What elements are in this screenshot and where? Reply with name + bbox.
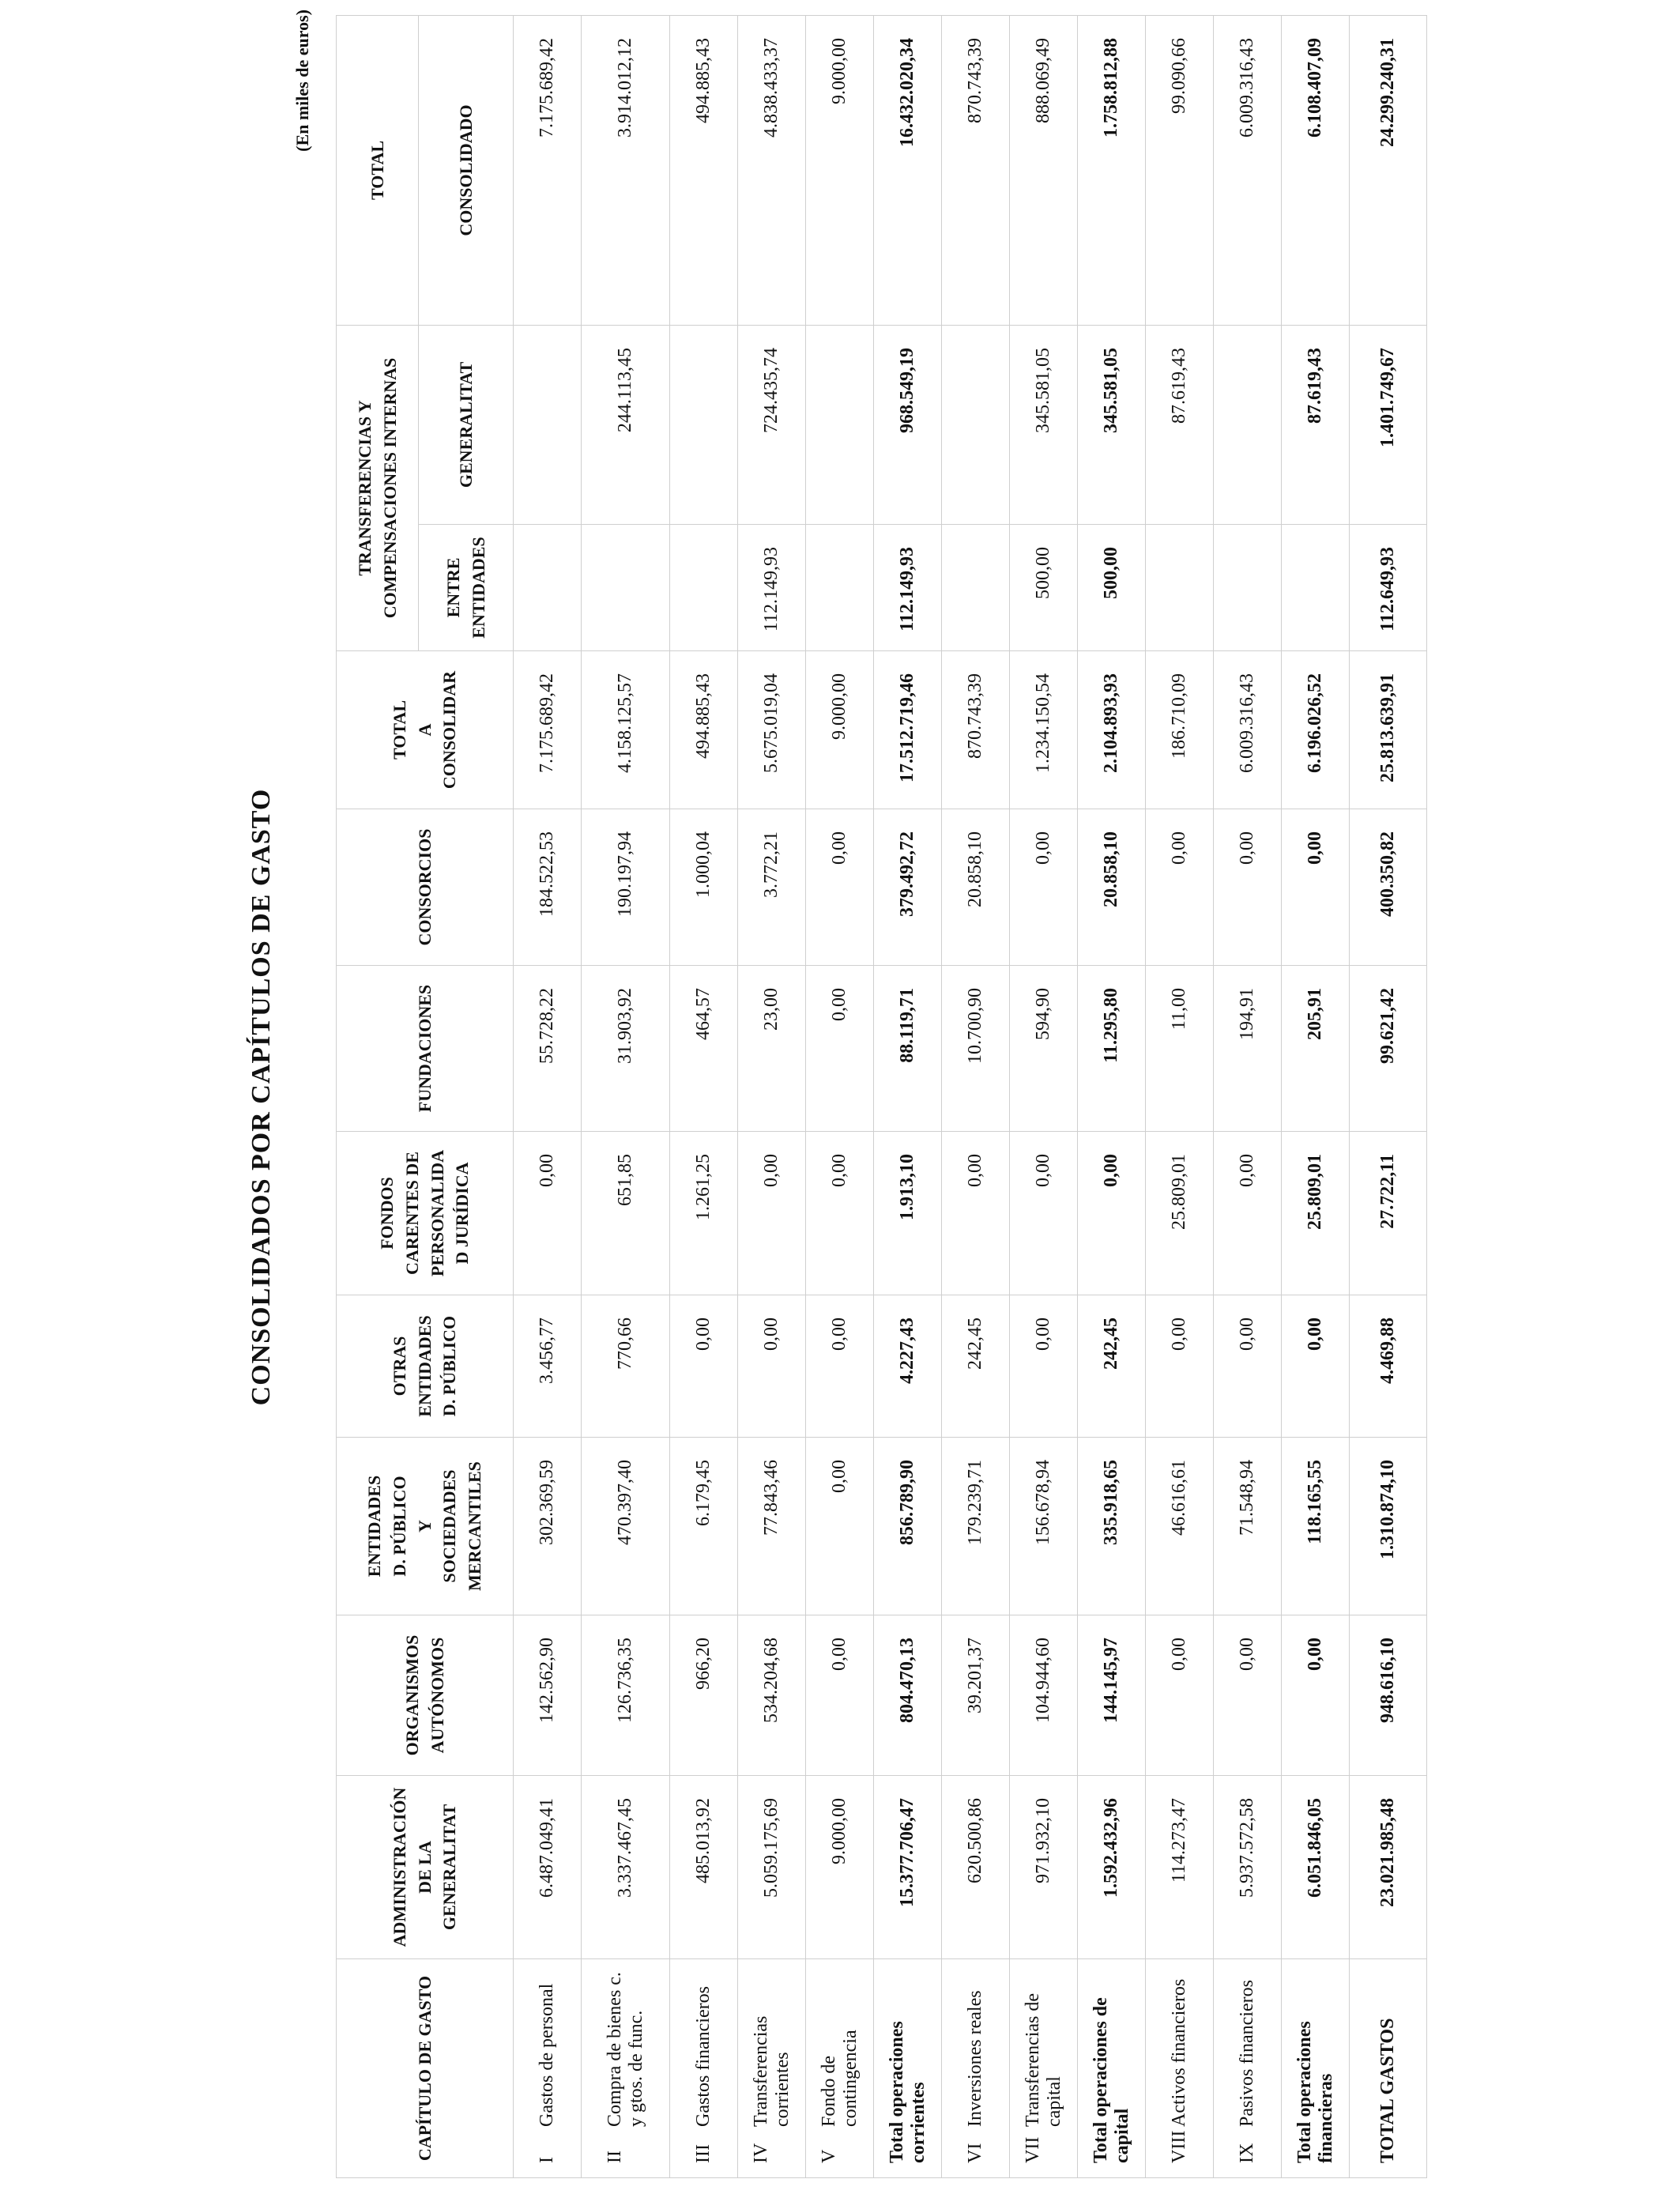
- cell-value: 6.009.316,43: [1214, 651, 1282, 809]
- cell-value: 2.104.893,93: [1078, 651, 1146, 809]
- cell-value: 870.743,39: [942, 15, 1010, 325]
- cell-value: 966,20: [670, 1615, 738, 1776]
- row-label: [1146, 1959, 1214, 2178]
- row-label-text: Inversiones reales: [965, 1990, 985, 2127]
- table-row: [582, 15, 670, 2177]
- cell-value: 3.456,77: [514, 1295, 582, 1438]
- row-label-text: Transferencias corrientes: [750, 2015, 793, 2127]
- cell-value: [1214, 325, 1282, 524]
- cell-value: 888.069,49: [1010, 15, 1078, 325]
- cell-value: 126.736,35: [582, 1615, 670, 1776]
- cell-value: 494.885,43: [670, 15, 738, 325]
- cell-value: 9.000,00: [806, 651, 874, 809]
- cell-value: 112.149,93: [874, 525, 942, 651]
- cell-value: 470.397,40: [582, 1438, 670, 1615]
- table-row: [1146, 15, 1214, 2177]
- cell-value: [514, 325, 582, 524]
- cell-value: 0,00: [1214, 1615, 1282, 1776]
- grand-total-value: 23.021.985,48: [1350, 1776, 1427, 1959]
- cell-value: 0,00: [806, 1438, 874, 1615]
- cell-value: 724.435,74: [738, 325, 806, 524]
- row-label-text: Transferencias de capital: [1022, 1992, 1064, 2127]
- cell-value: 55.728,22: [514, 966, 582, 1132]
- cell-value: 494.885,43: [670, 651, 738, 809]
- cell-value: 345.581,05: [1078, 325, 1146, 524]
- table-row: [514, 15, 582, 2177]
- cell-value: 4.158.125,57: [582, 651, 670, 809]
- cell-value: 142.562,90: [514, 1615, 582, 1776]
- cell-value: 114.273,47: [1146, 1776, 1214, 1959]
- cell-value: [670, 525, 738, 651]
- unit-note: (En miles de euros): [292, 9, 312, 152]
- table-row: [942, 15, 1010, 2177]
- header-consorcios: CONSORCIOS: [337, 809, 514, 966]
- cell-value: 4.838.433,37: [738, 15, 806, 325]
- cell-value: [514, 525, 582, 651]
- cell-value: 88.119,71: [874, 966, 942, 1132]
- table-total-row: [1078, 15, 1146, 2177]
- cell-value: 1.913,10: [874, 1132, 942, 1295]
- table-body: [514, 15, 1427, 2177]
- table-row: [806, 15, 874, 2177]
- cell-value: 25.809,01: [1282, 1132, 1350, 1295]
- row-label-text: Total operaciones financieras: [1294, 2021, 1336, 2163]
- cell-value: [1214, 525, 1282, 651]
- header-fondos: FONDOS CARENTES DE PERSONALIDA D JURÍDICA: [337, 1132, 514, 1295]
- row-label-text: Pasivos financieros: [1237, 1980, 1257, 2127]
- cell-value: 186.710,09: [1146, 651, 1214, 809]
- grand-total-row: [1350, 15, 1427, 2177]
- cell-value: 1.758.812,88: [1078, 15, 1146, 325]
- cell-value: 11,00: [1146, 966, 1214, 1132]
- cell-value: 1.261,25: [670, 1132, 738, 1295]
- table-row: [1010, 15, 1078, 2177]
- cell-value: 5.059.175,69: [738, 1776, 806, 1959]
- cell-value: 10.700,90: [942, 966, 1010, 1132]
- cell-value: 0,00: [670, 1295, 738, 1438]
- cell-value: 23,00: [738, 966, 806, 1132]
- row-number: II: [604, 2151, 625, 2163]
- cell-value: 20.858,10: [1078, 809, 1146, 966]
- cell-value: 87.619,43: [1146, 325, 1214, 524]
- cell-value: 77.843,46: [738, 1438, 806, 1615]
- cell-value: 205,91: [1282, 966, 1350, 1132]
- cell-value: 242,45: [942, 1295, 1010, 1438]
- grand-total-value: 27.722,11: [1350, 1132, 1427, 1295]
- cell-value: 87.619,43: [1282, 325, 1350, 524]
- header-otras: OTRAS ENTIDADES D. PÚBLICO: [337, 1295, 514, 1438]
- cell-value: [806, 525, 874, 651]
- row-number: VI: [965, 2143, 985, 2163]
- cell-value: 104.944,60: [1010, 1615, 1078, 1776]
- cell-value: 0,00: [1214, 809, 1282, 966]
- table-total-row: [874, 15, 942, 2177]
- row-number: VIII: [1169, 2130, 1189, 2163]
- cell-value: 0,00: [1146, 809, 1214, 966]
- row-label: [1214, 1959, 1282, 2178]
- cell-value: 1.234.150,54: [1010, 651, 1078, 809]
- row-label-text: Activos financieros: [1169, 1978, 1189, 2127]
- header-total: TOTAL: [337, 15, 419, 325]
- cell-value: 0,00: [806, 966, 874, 1132]
- row-label: [514, 1959, 582, 2178]
- cell-value: 0,00: [514, 1132, 582, 1295]
- cell-value: 0,00: [1282, 1615, 1350, 1776]
- cell-value: 0,00: [738, 1132, 806, 1295]
- cell-value: 15.377.706,47: [874, 1776, 942, 1959]
- cell-value: 244.113,45: [582, 325, 670, 524]
- cell-value: 242,45: [1078, 1295, 1146, 1438]
- cell-value: [1146, 525, 1214, 651]
- row-label: [942, 1959, 1010, 2178]
- cell-value: 302.369,59: [514, 1438, 582, 1615]
- grand-total-value: 948.616,10: [1350, 1615, 1427, 1776]
- cell-value: 6.487.049,41: [514, 1776, 582, 1959]
- cell-value: 770,66: [582, 1295, 670, 1438]
- cell-value: 0,00: [1010, 1132, 1078, 1295]
- cell-value: 6.196.026,52: [1282, 651, 1350, 809]
- header-transferencias: TRANSFERENCIAS Y COMPENSACIONES INTERNAS: [337, 325, 419, 650]
- cell-value: 0,00: [1010, 1295, 1078, 1438]
- cell-value: 1.592.432,96: [1078, 1776, 1146, 1959]
- cell-value: 16.432.020,34: [874, 15, 942, 325]
- header-total-a-consolidar: TOTAL A CONSOLIDAR: [337, 651, 514, 809]
- cell-value: 500,00: [1078, 525, 1146, 651]
- cell-value: 156.678,94: [1010, 1438, 1078, 1615]
- cell-value: 31.903,92: [582, 966, 670, 1132]
- header-capitulo: CAPÍTULO DE GASTO: [337, 1959, 514, 2178]
- cell-value: 500,00: [1010, 525, 1078, 651]
- cell-value: 651,85: [582, 1132, 670, 1295]
- table-row: [670, 15, 738, 2177]
- cell-value: 7.175.689,42: [514, 651, 582, 809]
- row-label: [738, 1959, 806, 2178]
- cell-value: 20.858,10: [942, 809, 1010, 966]
- cell-value: 0,00: [806, 1615, 874, 1776]
- cell-value: 1.000,04: [670, 809, 738, 966]
- cell-value: 144.145,97: [1078, 1615, 1146, 1776]
- cell-value: 968.549,19: [874, 325, 942, 524]
- cell-value: 534.204,68: [738, 1615, 806, 1776]
- table-total-row: [1282, 15, 1350, 2177]
- cell-value: 464,57: [670, 966, 738, 1132]
- page-title: CONSOLIDADOS POR CAPÍTULOS DE GASTO: [247, 788, 276, 1406]
- cell-value: 345.581,05: [1010, 325, 1078, 524]
- row-label-text: Compra de bienes c. y gtos. de func.: [604, 1972, 646, 2127]
- cell-value: 5.675.019,04: [738, 651, 806, 809]
- cell-value: 7.175.689,42: [514, 15, 582, 325]
- row-label-text: Gastos de personal: [537, 1983, 557, 2127]
- cell-value: 379.492,72: [874, 809, 942, 966]
- cell-value: 11.295,80: [1078, 966, 1146, 1132]
- cell-value: 112.149,93: [738, 525, 806, 651]
- cell-value: 3.914.012,12: [582, 15, 670, 325]
- cell-value: [942, 325, 1010, 524]
- cell-value: 0,00: [1214, 1295, 1282, 1438]
- cell-value: 25.809,01: [1146, 1132, 1214, 1295]
- cell-value: 39.201,37: [942, 1615, 1010, 1776]
- cell-value: 3.337.467,45: [582, 1776, 670, 1959]
- row-label: [1282, 1959, 1350, 2178]
- header-entidades: ENTIDADES D. PÚBLICO Y SOCIEDADES MERCANTILES: [337, 1438, 514, 1615]
- row-label-text: Total operaciones corrientes: [886, 2021, 929, 2163]
- cell-value: 6.051.846,05: [1282, 1776, 1350, 1959]
- cell-value: [670, 325, 738, 524]
- cell-value: 971.932,10: [1010, 1776, 1078, 1959]
- grand-total-value: 1.310.874,10: [1350, 1438, 1427, 1615]
- row-label: [1078, 1959, 1146, 2178]
- row-label-text: Gastos financieros: [693, 1986, 714, 2127]
- cell-value: 4.227,43: [874, 1295, 942, 1438]
- cell-value: 179.239,71: [942, 1438, 1010, 1615]
- grand-total-label: TOTAL GASTOS: [1350, 1959, 1427, 2178]
- row-number: VII: [1022, 2136, 1043, 2163]
- cell-value: 194,91: [1214, 966, 1282, 1132]
- cell-value: 0,00: [806, 1132, 874, 1295]
- cell-value: 118.165,55: [1282, 1438, 1350, 1615]
- header-consolidado: CONSOLIDADO: [419, 15, 514, 325]
- row-number: I: [537, 2157, 557, 2163]
- row-label: [670, 1959, 738, 2178]
- grand-total-value: 400.350,82: [1350, 809, 1427, 966]
- cell-value: 0,00: [806, 809, 874, 966]
- cell-value: 0,00: [806, 1295, 874, 1438]
- grand-total-value: 112.649,93: [1350, 525, 1427, 651]
- cell-value: [942, 525, 1010, 651]
- row-label: [874, 1959, 942, 2178]
- cell-value: 0,00: [1078, 1132, 1146, 1295]
- cell-value: 0,00: [1146, 1295, 1214, 1438]
- cell-value: 3.772,21: [738, 809, 806, 966]
- header-generalitat: GENERALITAT: [419, 325, 514, 524]
- grand-total-value: 4.469,88: [1350, 1295, 1427, 1438]
- row-label-text: Fondo de contingencia: [818, 2030, 861, 2127]
- cell-value: [1282, 525, 1350, 651]
- grand-total-value: 1.401.749,67: [1350, 325, 1427, 524]
- cell-value: 0,00: [1146, 1615, 1214, 1776]
- cell-value: 856.789,90: [874, 1438, 942, 1615]
- cell-value: 0,00: [1010, 809, 1078, 966]
- table-row: [1214, 15, 1282, 2177]
- grand-total-value: 24.299.240,31: [1350, 15, 1427, 325]
- cell-value: 6.009.316,43: [1214, 15, 1282, 325]
- cell-value: 184.522,53: [514, 809, 582, 966]
- cell-value: [806, 325, 874, 524]
- cell-value: 9.000,00: [806, 1776, 874, 1959]
- cell-value: 0,00: [1214, 1132, 1282, 1295]
- cell-value: 335.918,65: [1078, 1438, 1146, 1615]
- cell-value: 6.108.407,09: [1282, 15, 1350, 325]
- cell-value: 9.000,00: [806, 15, 874, 325]
- table-row: [738, 15, 806, 2177]
- header-entre-entidades: ENTRE ENTIDADES: [419, 525, 514, 651]
- cell-value: 99.090,66: [1146, 15, 1214, 325]
- cell-value: 17.512.719,46: [874, 651, 942, 809]
- header-admin: ADMINISTRACIÓN DE LA GENERALITAT: [337, 1776, 514, 1959]
- cell-value: 190.197,94: [582, 809, 670, 966]
- cell-value: 46.616,61: [1146, 1438, 1214, 1615]
- grand-total-value: 25.813.639,91: [1350, 651, 1427, 809]
- row-label-text: Total operaciones de capital: [1090, 1997, 1132, 2163]
- row-number: IV: [750, 2143, 771, 2163]
- row-number: IX: [1237, 2143, 1257, 2163]
- header-organismos: ORGANISMOS AUTÓNOMOS: [337, 1615, 514, 1776]
- header-fundaciones: FUNDACIONES: [337, 966, 514, 1132]
- row-label: [1010, 1959, 1078, 2178]
- expense-table: [336, 15, 1427, 2178]
- cell-value: 0,00: [942, 1132, 1010, 1295]
- grand-total-value: 99.621,42: [1350, 966, 1427, 1132]
- row-label: [806, 1959, 874, 2178]
- cell-value: 0,00: [1282, 1295, 1350, 1438]
- cell-value: 0,00: [738, 1295, 806, 1438]
- row-label: [582, 1959, 670, 2178]
- cell-value: 594,90: [1010, 966, 1078, 1132]
- cell-value: 804.470,13: [874, 1615, 942, 1776]
- cell-value: 485.013,92: [670, 1776, 738, 1959]
- cell-value: [582, 525, 670, 651]
- cell-value: 71.548,94: [1214, 1438, 1282, 1615]
- cell-value: 5.937.572,58: [1214, 1776, 1282, 1959]
- cell-value: 6.179,45: [670, 1438, 738, 1615]
- cell-value: 870.743,39: [942, 651, 1010, 809]
- cell-value: 620.500,86: [942, 1776, 1010, 1959]
- row-number: III: [693, 2144, 714, 2163]
- row-number: V: [818, 2149, 839, 2163]
- cell-value: 0,00: [1282, 809, 1350, 966]
